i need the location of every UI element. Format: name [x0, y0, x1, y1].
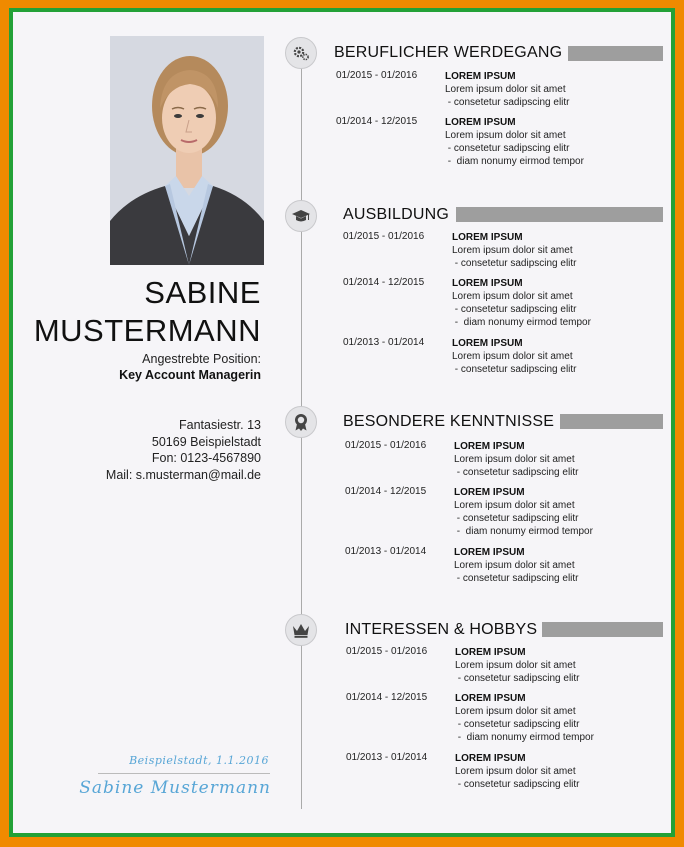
entry-line: - consetetur sadipscing elitr [454, 467, 579, 478]
entry-date: 01/2013 - 01/2014 [345, 546, 427, 557]
entry-line: - diam nonumy eirmod tempor [452, 317, 591, 328]
section-icon-hobbys [285, 614, 317, 646]
entry-heading: LOREM IPSUM [452, 232, 523, 243]
entry-date: 01/2014 - 12/2015 [336, 116, 418, 127]
last-name: MUSTERMANN [33, 313, 261, 348]
section-icon-ausbildung [285, 200, 317, 232]
section-title-kenntnisse: BESONDERE KENNTNISSE [343, 413, 555, 430]
entry-line: - consetetur sadipscing elitr [452, 258, 577, 269]
entry-date: 01/2013 - 01/2014 [343, 337, 425, 348]
section-title-hobbys: INTERESSEN & HOBBYS [345, 621, 538, 638]
entry-line: Lorem ipsum dolor sit amet [455, 660, 576, 671]
section-title-werdegang: BERUFLICHER WERDEGANG [334, 44, 563, 61]
entry-line: Lorem ipsum dolor sit amet [445, 130, 566, 141]
entry-line: Lorem ipsum dolor sit amet [452, 291, 573, 302]
entry-heading: LOREM IPSUM [455, 693, 526, 704]
graduation-cap-icon [291, 206, 311, 226]
entry-line: Lorem ipsum dolor sit amet [452, 245, 573, 256]
entry-date: 01/2014 - 12/2015 [343, 277, 425, 288]
contact-block [106, 417, 261, 483]
section-title-bar [456, 207, 663, 222]
entry-heading: LOREM IPSUM [452, 278, 523, 289]
award-badge-icon [291, 412, 311, 432]
entry-heading: LOREM IPSUM [454, 441, 525, 452]
section-icon-kenntnisse [285, 406, 317, 438]
contact-city: 50169 Beispielstadt [151, 434, 261, 449]
contact-phone: Fon: 0123-4567890 [151, 451, 261, 465]
entry-date: 01/2015 - 01/2016 [343, 231, 425, 242]
entry-line: - consetetur sadipscing elitr [455, 779, 580, 790]
entry-line: Lorem ipsum dolor sit amet [455, 706, 576, 717]
entry-line: Lorem ipsum dolor sit amet [454, 454, 575, 465]
entry-line: - diam nonumy eirmod tempor [455, 732, 594, 743]
entry-heading: LOREM IPSUM [454, 487, 525, 498]
entry-date: 01/2014 - 12/2015 [346, 692, 428, 703]
entry-date: 01/2014 - 12/2015 [345, 486, 427, 497]
entry-line: Lorem ipsum dolor sit amet [454, 500, 575, 511]
section-title-bar [542, 622, 663, 637]
entry-line: - consetetur sadipscing elitr [452, 364, 577, 375]
first-name: SABINE [144, 275, 261, 310]
entry-line: - consetetur sadipscing elitr [445, 143, 570, 154]
portrait-illustration [110, 36, 264, 265]
entry-line: - diam nonumy eirmod tempor [454, 526, 593, 537]
entry-line: - consetetur sadipscing elitr [452, 304, 577, 315]
entry-line: - consetetur sadipscing elitr [445, 97, 570, 108]
entry-line: - diam nonumy eirmod tempor [445, 156, 584, 167]
signature: Sabine Mustermann [79, 778, 271, 798]
entry-line: Lorem ipsum dolor sit amet [452, 351, 573, 362]
signature-place-date: Beispielstadt, 1.1.2016 [129, 754, 269, 767]
entry-date: 01/2015 - 01/2016 [345, 440, 427, 451]
gears-icon [291, 43, 311, 63]
profile-photo [110, 36, 264, 265]
section-title-bar [568, 46, 663, 61]
entry-line: - consetetur sadipscing elitr [454, 513, 579, 524]
entry-line: - consetetur sadipscing elitr [455, 719, 580, 730]
crown-icon [291, 620, 311, 640]
entry-line: Lorem ipsum dolor sit amet [455, 766, 576, 777]
entry-heading: LOREM IPSUM [455, 753, 526, 764]
entry-heading: LOREM IPSUM [454, 547, 525, 558]
entry-line: Lorem ipsum dolor sit amet [445, 84, 566, 95]
entry-date: 01/2015 - 01/2016 [336, 70, 418, 81]
section-title-bar [560, 414, 663, 429]
section-title-ausbildung: AUSBILDUNG [343, 206, 450, 223]
entry-date: 01/2013 - 01/2014 [346, 752, 428, 763]
position-label: Angestrebte Position: [142, 352, 261, 366]
entry-heading: LOREM IPSUM [452, 338, 523, 349]
section-icon-berufserfahrung [285, 37, 317, 69]
entry-heading: LOREM IPSUM [455, 647, 526, 658]
contact-mail: Mail: s.musterman@mail.de [105, 467, 261, 482]
entry-date: 01/2015 - 01/2016 [346, 646, 428, 657]
entry-line: - consetetur sadipscing elitr [455, 673, 580, 684]
contact-street: Fantasiestr. 13 [179, 418, 261, 432]
entry-heading: LOREM IPSUM [445, 71, 516, 82]
signature-line [98, 773, 270, 774]
person-name [34, 274, 261, 350]
cv-page [13, 12, 671, 833]
position-value: Key Account Managerin [119, 368, 261, 382]
entry-line: - consetetur sadipscing elitr [454, 573, 579, 584]
entry-heading: LOREM IPSUM [445, 117, 516, 128]
entry-line: Lorem ipsum dolor sit amet [454, 560, 575, 571]
